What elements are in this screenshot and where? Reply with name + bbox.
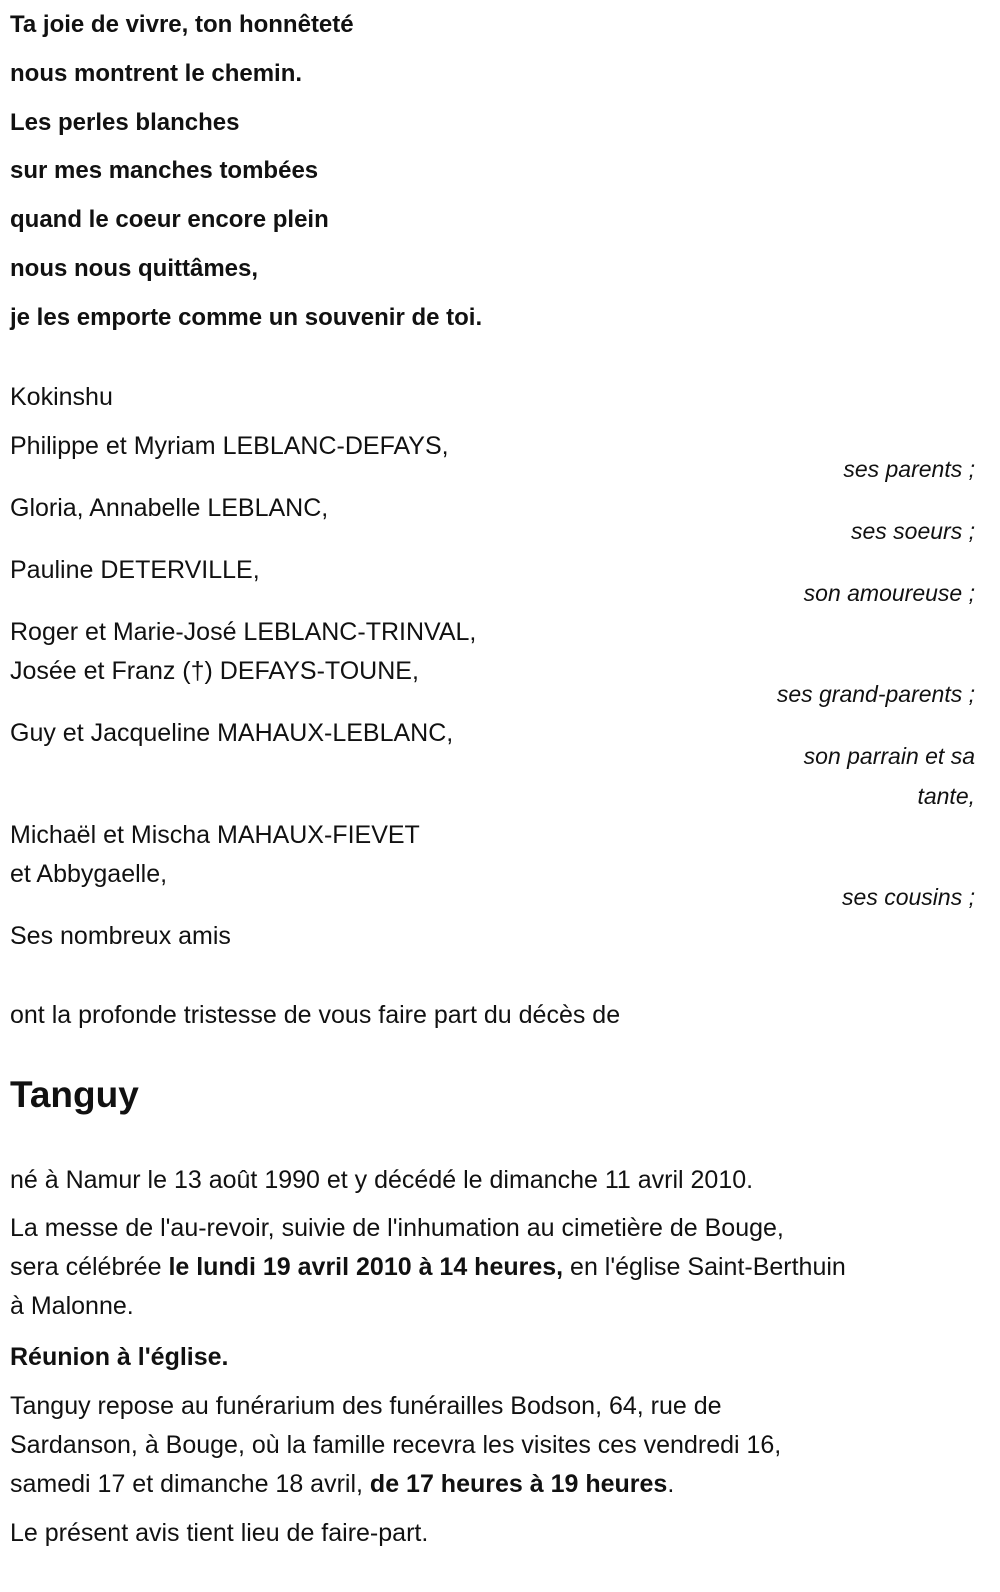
family-role: son amoureuse ; <box>803 580 975 606</box>
poem-line: Ta joie de vivre, ton honnêteté <box>10 11 354 38</box>
text: en l'église Saint-Berthuin <box>563 1253 846 1281</box>
visit-hours: de 17 heures à 19 heures <box>369 1470 668 1498</box>
closing: Le présent avis tient lieu de faire-part. <box>10 1519 429 1547</box>
announcement: ont la profonde tristesse de vous faire part du décès de <box>10 1001 621 1029</box>
poem-line: je les emporte comme un souvenir de toi. <box>10 304 483 331</box>
family-names: Josée et Franz (†) DEFAYS-TOUNE, <box>10 657 419 685</box>
text: sera célébrée <box>10 1253 169 1281</box>
birth-death: né à Namur le 13 août 1990 et y décédé le dimanche 11 avril 2010. <box>10 1166 754 1194</box>
family-names: Roger et Marie-José LEBLANC-TRINVAL, <box>10 618 477 646</box>
poem-line: nous nous quittâmes, <box>10 255 259 282</box>
family-names: Philippe et Myriam LEBLANC-DEFAYS, <box>10 432 449 460</box>
family-role: ses soeurs ; <box>851 518 975 544</box>
family-names: Guy et Jacqueline MAHAUX-LEBLANC, <box>10 719 454 747</box>
family-names: et Abbygaelle, <box>10 860 168 888</box>
poem-author: Kokinshu <box>10 383 113 411</box>
poem-line: nous montrent le chemin. <box>10 60 303 87</box>
family-names: Michaël et Mischa MAHAUX-FIEVET <box>10 821 420 849</box>
mass-date: le lundi 19 avril 2010 à 14 heures, <box>168 1253 564 1281</box>
poem-line: Les perles blanches <box>10 109 240 136</box>
family-names: Ses nombreux amis <box>10 922 231 950</box>
deceased-name: Tanguy <box>10 1074 139 1115</box>
text: . <box>667 1470 675 1498</box>
family-role: tante, <box>917 783 975 809</box>
family-role: ses parents ; <box>843 456 975 482</box>
poem-line: quand le coeur encore plein <box>10 206 329 233</box>
rest-text: Sardanson, à Bouge, où la famille recevra les visites ces vendredi 16, <box>10 1431 782 1459</box>
family-names: Gloria, Annabelle LEBLANC, <box>10 494 329 522</box>
rest-text <box>10 1466 674 1502</box>
meeting: Réunion à l'église. <box>10 1343 229 1371</box>
family-role: ses cousins ; <box>842 884 975 910</box>
text: samedi 17 et dimanche 18 avril, <box>10 1470 370 1498</box>
family-role: son parrain et sa <box>803 743 975 769</box>
mass-text <box>10 1249 846 1285</box>
family-role: ses grand-parents ; <box>776 681 975 707</box>
poem-line: sur mes manches tombées <box>10 157 319 184</box>
rest-text: Tanguy repose au funérarium des funérailles Bodson, 64, rue de <box>10 1392 722 1420</box>
mass-text: La messe de l'au-revoir, suivie de l'inhumation au cimetière de Bouge, <box>10 1214 784 1242</box>
family-names: Pauline DETERVILLE, <box>10 556 260 584</box>
mass-text: à Malonne. <box>10 1292 134 1320</box>
